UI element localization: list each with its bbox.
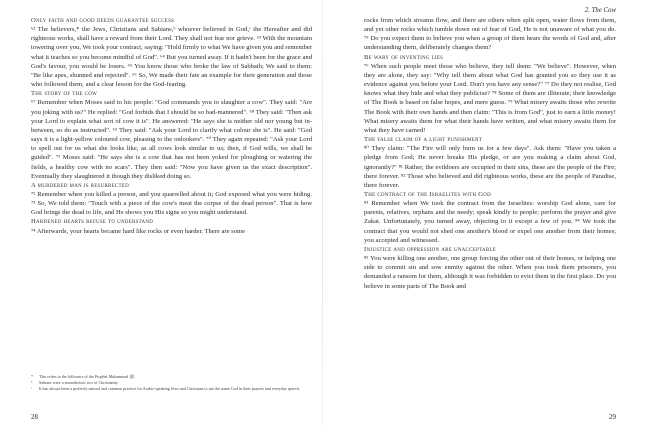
- right-page-body: [364, 16, 616, 291]
- footnote-text: This refers to the followers of the Prophet Muhammad ﷺ.: [39, 374, 136, 379]
- footnote-mark: *: [31, 374, 34, 379]
- section-heading: Only faith and good deeds guarantee success: [31, 17, 175, 24]
- section-heading: Hardened hearts refuse to understand: [31, 218, 154, 226]
- footnote: [31, 386, 312, 392]
- footnote-text: It has always been a perfectly natural and common practice for Arabic-speaking Jews and Christians to use the name God in their prayers and everyday speech.: [39, 386, 300, 391]
- running-head: 2. The Cow: [584, 7, 616, 14]
- paragraph: rocks from which streams flow, and there are others when split open, water flows from them, and yet other rocks which tumble down out of fear of God, He is not unaware of what you do. ⁷⁵ Do you expect them to believe you when a group of them hears the words of God and, after understanding them, deliberately changes them?: [364, 17, 616, 52]
- paragraph: ⁸⁵ You were killing one another, one group forcing the other out of their homes, or helping one side to commit sin and sow enmity against the other. When you took them prisoners, you demanded a ransom for them, although it was forbidden to evict them in the first place. Do you believe in some parts of The Book and: [364, 255, 616, 290]
- left-page: [0, 0, 322, 425]
- right-page: [322, 0, 644, 425]
- left-running-head: [31, 6, 312, 16]
- paragraph: ⁶² The believers,* the Jews, Christians and Sabians,ᵇ whoever believed in God,ᶜ the Hereafter and did righteous works, shall have a reward from their Lord. They shall not fear nor grieve. ⁶³ With the mountain towering over you, We took your contract, saying: "Hold firmly to what We have given you and remember what it teaches so you become mindful of God". ⁶⁴ But you turned away. If it hadn't been for the grace and God's favour, you would be losers. ⁶⁵ You know those who broke the law of Sabbath; We said to them: "Be like apes, shunned and rejected". ⁶⁶ So, We made their fate an example for their generation and those who followed them, and a clear lesson for the God-fearing.: [31, 26, 312, 89]
- footnote-mark: ᶜ: [31, 386, 33, 391]
- paragraph: ⁸⁰ They claim: "The Fire will only burn us for a few days". Ask them: "Have you taken a pledge from God; He never breaks His pledge, or are you making a claim about God, ignorantly?" ⁸¹ Rather, the evildoers are occupied in their sins, these are the people of the Fire; there forever. ⁸² Those who believed and did righteous works, these are the people of Paradise, there forever.: [364, 145, 616, 189]
- section-heading: Be wary of inventing lies: [364, 53, 444, 61]
- paragraph: ⁷⁶ When such people meet those who believe, they tell them: "We believe". However, when they are alone, they say: "Why tell them about what God has granted you so they use it as evidence against you before your Lord. Don't you have any sense?" ⁷⁷ Do they not realise, God knows what they hide and what they publicise? ⁷⁸ Some of them are illiterate; their knowledge of The Book is based on false hopes, and mere guess. ⁷⁹ What misery awaits those who rewrite The Book with their own hands and then claim: "This is from God", just to earn a little money! What misery awaits them for what their hands have written, and what misery awaits them for what they have carned!: [364, 62, 616, 134]
- section-heading: The false claim of a light punishment: [364, 136, 483, 144]
- page-number-right: 29: [609, 413, 616, 421]
- paragraph: ⁷² Remember when you killed a person, and you quarrelled about it; God exposed what you were hiding. ⁷³ So, We told them: "Touch with a piece of the cow's meat the corpse of the dead person". That is how God brings the dead to life, and He shows you His signs so you might understand.: [31, 190, 312, 217]
- paragraph: ⁶⁷ Remember when Moses said to his people: "God commands you to slaughter a cow". They said: "Are you joking with us?" He replied: "God forbids that I should be so bad-mannered". ⁶⁸ They said: "Then ask your Lord to explain what sort of cow it is". He answered: "He says she is neither old nor young but in-between, so do as instructed". ⁶⁹ They said: "Ask your Lord to clarify what colour she is". He said: "God says it is a light-yellow coloured cow, pleasing to the onlookers". ⁷⁰ They again repeated: "Ask your Lord to spell out for us what she looks like, as all cows look similar to us; then, if God wills, we shall be guided". ⁷¹ Moses said: "He says she is a cow that has not been yoked for ploughing or watering the fields, a healthy cow with no scars". They then said: "Now you have given us the exact description". Eventually they slaughtered it though they disliked doing so.: [31, 99, 312, 180]
- paragraph: ⁸³ Remember when We took the contract from the Israelites: worship God alone, care for parents, relatives, orphans and the needy; speak kindly to people; perform the prayer and give Zakat. Unfortunately, you turned away, objecting to it except a few of you. ⁸⁴ We took the contract that you would not shed one another's blood or expel one another from their homes; you accepted and witnessed.: [364, 200, 616, 244]
- left-page-body: [31, 16, 312, 236]
- section-heading: Injustice and oppression are unacceptable: [364, 245, 496, 253]
- section-heading: The contract of the Israelites with God: [364, 190, 492, 198]
- paragraph: ⁷⁴ Afterwards, your hearts became hard like rocks or even harder. There are some: [31, 227, 246, 235]
- footnote-text: Sabians were a monotheistic sect of Christianity.: [39, 380, 119, 385]
- footnotes: [31, 374, 312, 392]
- section-heading: A murdered man is resurrected: [31, 181, 129, 189]
- page-number-left: 28: [31, 413, 38, 421]
- section-heading: The story of the cow: [31, 90, 98, 98]
- footnote-mark: ᵇ: [31, 380, 33, 385]
